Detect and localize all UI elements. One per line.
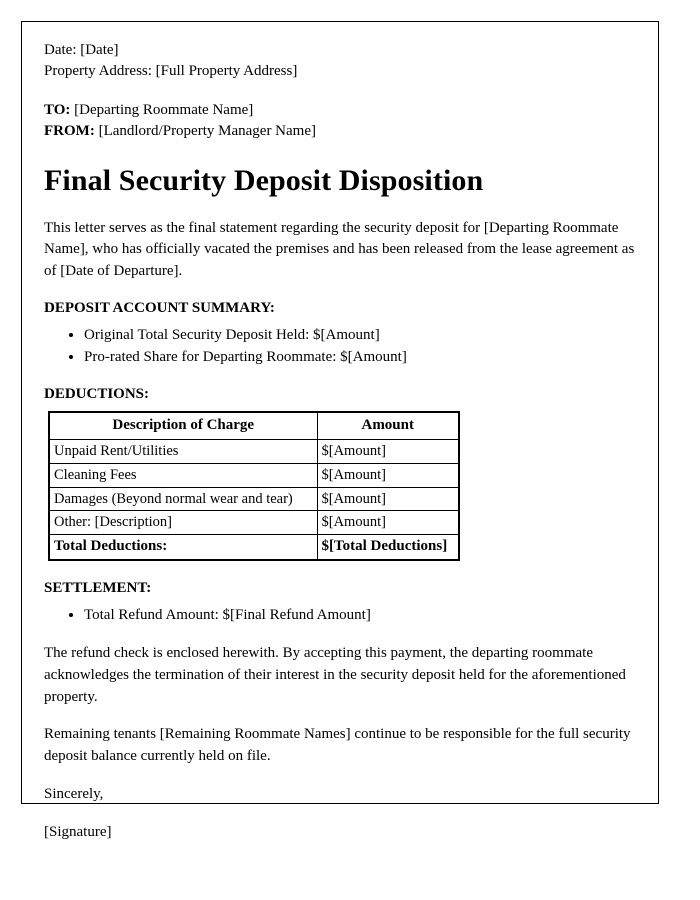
- list-item: • Total Refund Amount: $[Final Refund Amount]: [84, 605, 636, 627]
- cell-description: Cleaning Fees: [49, 463, 317, 487]
- table-row: [49, 439, 459, 463]
- date-line: Date: [Date]: [44, 42, 119, 58]
- to-line: [44, 100, 636, 121]
- closing-line: Sincerely,: [44, 785, 104, 802]
- remaining-tenants-paragraph: Remaining tenants [Remaining Roommate Names] continue to be responsible for the full security deposit balance currently held on file.: [44, 726, 631, 765]
- from-label: FROM:: [44, 122, 95, 139]
- addressing-block: [44, 100, 636, 143]
- property-address-line: Property Address: [Full Property Address]: [44, 63, 298, 80]
- settlement-list: [44, 605, 636, 627]
- cell-amount: $[Amount]: [317, 439, 459, 463]
- cell-amount: $[Amount]: [317, 511, 459, 535]
- table-row: [49, 463, 459, 487]
- deposit-summary-list: [44, 325, 636, 369]
- table-row: [49, 487, 459, 511]
- cell-total-label: Total Deductions:: [49, 535, 317, 560]
- meta-block: [44, 40, 636, 83]
- deductions-heading: DEDUCTIONS:: [44, 385, 150, 402]
- intro-paragraph: This letter serves as the final statement regarding the security deposit for [Departing Roommate Name], who has officially vacated the premises and has been released from the lease agreement as of [Date of Departure].: [44, 219, 635, 280]
- document-page: [21, 21, 659, 840]
- table-header-row: [49, 412, 459, 439]
- list-item: • Original Total Security Deposit Held: $[Amount]: [84, 325, 636, 347]
- to-label: TO:: [44, 101, 71, 118]
- to-value: [Departing Roommate Name]: [74, 101, 254, 118]
- from-value: [Landlord/Property Manager Name]: [98, 122, 316, 139]
- table-row: [49, 511, 459, 535]
- list-item: • Pro-rated Share for Departing Roommate: $[Amount]: [84, 347, 636, 369]
- cell-description: Other: [Description]: [49, 511, 317, 535]
- column-header-amount: Amount: [317, 412, 459, 439]
- column-header-description: Description of Charge: [49, 412, 317, 439]
- table-total-row: [49, 535, 459, 560]
- cell-total-amount: $[Total Deductions]: [317, 535, 459, 560]
- cell-description: Damages (Beyond normal wear and tear): [49, 487, 317, 511]
- page-title: Final Security Deposit Disposition: [44, 164, 484, 198]
- cell-amount: $[Amount]: [317, 487, 459, 511]
- refund-paragraph: The refund check is enclosed herewith. By accepting this payment, the departing roommate acknowledges the termination of their interest in the security deposit held for the aforementioned property.: [44, 645, 626, 705]
- signature-placeholder: [Signature]: [44, 823, 112, 840]
- cell-amount: $[Amount]: [317, 463, 459, 487]
- from-line: [44, 121, 636, 142]
- settlement-heading: SETTLEMENT:: [44, 579, 152, 596]
- document-body: [22, 22, 658, 843]
- cell-description: Unpaid Rent/Utilities: [49, 439, 317, 463]
- deductions-table: [48, 411, 460, 560]
- deposit-summary-heading: DEPOSIT ACCOUNT SUMMARY:: [44, 299, 275, 316]
